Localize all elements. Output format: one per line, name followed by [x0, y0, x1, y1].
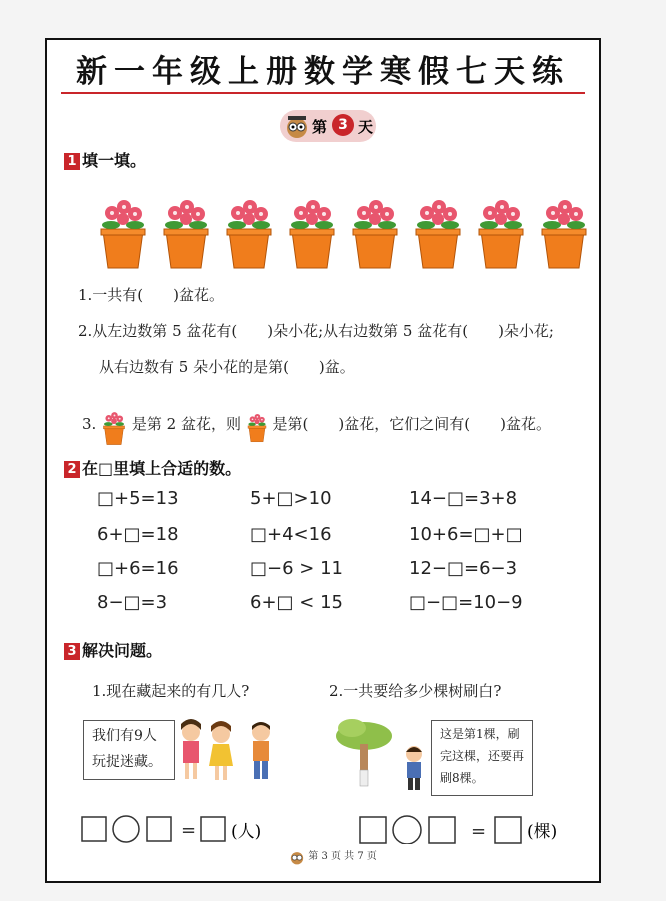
section-3-heading — [64, 638, 162, 661]
question-1-2a: 2.从左边数第 5 盆花有( )朵小花;从右边数第 5 盆花有( )朵小花; — [78, 322, 554, 340]
equation: 5+□>10 — [250, 488, 332, 509]
flower-pot-icon — [246, 407, 268, 443]
answer-template-2 — [359, 814, 529, 844]
question-1-3-middle: 是第 2 盆花，则 — [131, 415, 241, 433]
day-prefix: 第 — [312, 118, 328, 136]
tree-icon — [336, 719, 392, 786]
equation: □−6 > 11 — [250, 558, 343, 579]
bubble-line: 刷8棵。 — [440, 771, 484, 785]
bubble-line: 玩捉迷藏。 — [92, 754, 162, 770]
section-2-title: 在□里填上合适的数。 — [82, 459, 242, 478]
question-1-1: 1.一共有( )盆花。 — [78, 286, 225, 304]
section-3-title: 解决问题。 — [82, 641, 163, 660]
equation: □+6=16 — [97, 558, 179, 579]
bubble-line: 完这棵，还要再 — [440, 749, 525, 763]
unit-label-people: (人) — [231, 822, 262, 842]
page-footer — [0, 847, 666, 865]
unit-label-trees: (棵) — [527, 822, 558, 842]
flower-pot-icon — [353, 200, 397, 268]
owl-mascot-icon — [285, 113, 309, 139]
question-1-3-number: 3. — [82, 415, 97, 433]
worker-boy-icon — [406, 746, 422, 790]
question-1-3-end: 是第( )盆花，它们之间有( )盆花。 — [272, 415, 551, 433]
child-girl-icon — [181, 719, 201, 779]
operator-circle — [113, 816, 139, 842]
answer-box — [147, 817, 171, 841]
flower-pot-icon — [542, 200, 586, 268]
page-number: 第 3 页 共 7 页 — [308, 851, 377, 862]
flower-pot-icon — [290, 200, 334, 268]
equation: 14−□=3+8 — [409, 488, 518, 509]
equals-sign: = — [471, 821, 487, 842]
owl-mascot-icon — [289, 849, 305, 865]
section-3-badge: 3 — [64, 643, 80, 660]
answer-box — [495, 817, 521, 843]
equation: 6+□=18 — [97, 524, 179, 545]
answer-box — [201, 817, 225, 841]
flower-pots-row — [97, 183, 597, 271]
equation: □+4<16 — [250, 524, 332, 545]
problem-2-question: 2.一共要给多少棵树刷白? — [329, 682, 502, 700]
equation: □−□=10−9 — [409, 592, 523, 613]
worksheet-page — [45, 38, 601, 883]
tree-painting-illustration — [334, 714, 434, 792]
flower-pot-icon — [101, 200, 145, 268]
bubble-line: 我们有9人 — [92, 728, 157, 744]
flower-pot-icon — [101, 404, 127, 446]
children-illustration — [175, 718, 285, 786]
section-2-heading — [64, 456, 241, 479]
answer-template-1 — [81, 814, 231, 844]
section-1-title: 填一填。 — [82, 151, 147, 170]
page-title: 新一年级上册数学寒假七天练 — [76, 54, 570, 90]
child-boy-icon — [252, 722, 270, 779]
answer-box — [360, 817, 386, 843]
question-1-2b: 从右边数有 5 朵小花的是第( )盆。 — [99, 358, 355, 376]
child-girl-icon — [209, 721, 233, 780]
section-1-badge: 1 — [64, 153, 80, 170]
speech-bubble — [83, 720, 175, 780]
day-suffix: 天 — [358, 118, 374, 136]
flower-pot-icon — [479, 200, 523, 268]
flower-pot-icon — [164, 200, 208, 268]
equals-sign: = — [181, 820, 197, 841]
operator-circle — [393, 816, 421, 844]
question-1-3 — [82, 404, 551, 446]
flower-pot-icon — [227, 200, 271, 268]
bubble-line: 这是第1棵，刷 — [440, 727, 520, 741]
equation: □+5=13 — [97, 488, 179, 509]
flower-pot-icon — [416, 200, 460, 268]
day-number: 3 — [332, 114, 354, 136]
problem-1-question: 1.现在藏起来的有几人? — [92, 682, 250, 700]
equation: 12−□=6−3 — [409, 558, 518, 579]
speech-bubble — [431, 720, 533, 796]
title-divider — [61, 92, 585, 94]
equation: 10+6=□+□ — [409, 524, 523, 545]
equation: 8−□=3 — [97, 592, 168, 613]
section-2-badge: 2 — [64, 461, 80, 478]
answer-box — [82, 817, 106, 841]
answer-box — [429, 817, 455, 843]
day-banner — [280, 110, 376, 142]
section-1-heading — [64, 148, 146, 171]
equation: 6+□ < 15 — [250, 592, 343, 613]
